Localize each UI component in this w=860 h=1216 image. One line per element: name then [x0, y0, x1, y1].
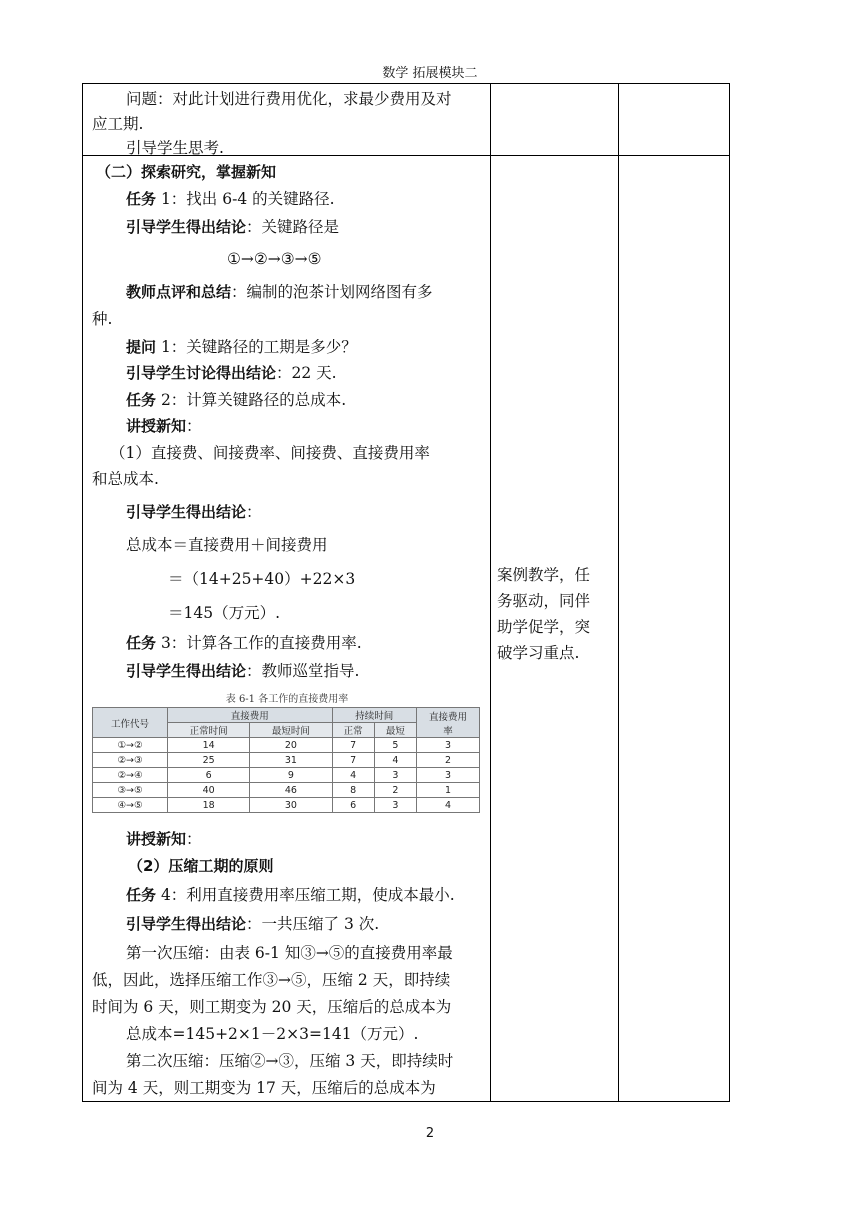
col-border-mid: [490, 83, 491, 1102]
task-label: 任务: [126, 886, 157, 904]
cell: 25: [168, 753, 250, 768]
header-duration: 持续时间: [332, 708, 416, 723]
formula-line: 总成本＝直接费用＋间接费用: [126, 536, 328, 554]
header-direct-cost: 直接费用: [168, 708, 333, 723]
cell: 3: [417, 738, 480, 753]
task-line: [126, 633, 362, 653]
question-label: 提问: [126, 338, 157, 356]
table-caption: 表 6-1 各工作的直接费用率: [225, 694, 349, 705]
conclusion-text: ：22 天.: [276, 364, 337, 382]
table-header-row: [93, 708, 480, 723]
direct-cost-rate-table: [92, 707, 480, 813]
formula-line: 总成本=145+2×1－2×3=141（万元）.: [126, 1025, 419, 1043]
cell: 8: [332, 783, 374, 798]
task-line: [126, 885, 455, 905]
page-number: 2: [425, 1126, 435, 1141]
formula-line: ＝（14+25+40）+22×3: [168, 570, 356, 588]
text-line: （1）直接费、间接费率、间接费、直接费用率: [110, 444, 430, 462]
col-border-left: [82, 83, 83, 1102]
cell: 6: [332, 798, 374, 813]
cell: 1: [417, 783, 480, 798]
table-row: [93, 798, 480, 813]
conclusion-line: [126, 217, 339, 237]
critical-path: ①→②→③→⑤: [227, 250, 322, 268]
header-rate: [417, 708, 480, 738]
cell: 20: [250, 738, 332, 753]
subheader-normal-time: 正常时间: [168, 723, 250, 738]
cell: 14: [168, 738, 250, 753]
cell: ②→④: [93, 768, 168, 783]
cell: 46: [250, 783, 332, 798]
formula-line: ＝145（万元）.: [168, 604, 281, 622]
table-top-border: [82, 83, 730, 84]
text-line: 间为 4 天，则工期变为 17 天，压缩后的总成本为: [92, 1079, 436, 1097]
cell: 5: [374, 738, 416, 753]
cell: ④→⑤: [93, 798, 168, 813]
conclusion-text: ：教师巡堂指导.: [246, 662, 360, 680]
note-line: 破学习重点.: [497, 644, 580, 662]
lecture-label: 讲授新知: [126, 417, 187, 435]
note-line: 案例教学，任: [497, 566, 591, 584]
cell: 7: [332, 738, 374, 753]
header-rate-line2: 率: [443, 725, 453, 737]
subheader-shortest-time: 最短时间: [250, 723, 332, 738]
section-heading: （二）探索研究，掌握新知: [96, 163, 277, 181]
text-line: 种.: [92, 310, 113, 328]
task-label: 任务: [126, 190, 157, 208]
task-line: [126, 390, 346, 410]
lecture-line: [126, 416, 202, 436]
text-line: 和总成本.: [92, 470, 159, 488]
cell: 3: [374, 798, 416, 813]
cell: 7: [332, 753, 374, 768]
task-line: [126, 189, 335, 209]
text-line: 问题：对此计划进行费用优化，求最少费用及对: [126, 90, 452, 108]
conclusion-label: 引导学生得出结论: [126, 915, 247, 933]
text-line: 时间为 6 天，则工期变为 20 天，压缩后的总成本为: [92, 998, 452, 1016]
cell: 40: [168, 783, 250, 798]
cell: ①→②: [93, 738, 168, 753]
conclusion-text: ：: [246, 503, 262, 521]
cell: 4: [332, 768, 374, 783]
table-row: [93, 753, 480, 768]
cell: 4: [417, 798, 480, 813]
cell: 4: [374, 753, 416, 768]
table-row: [93, 783, 480, 798]
summary-line: [126, 282, 433, 302]
conclusion-label: 引导学生得出结论: [126, 662, 247, 680]
page-header: 数学 拓展模块二: [382, 66, 478, 81]
table-row: [93, 738, 480, 753]
subheader-shortest: 最短: [374, 723, 416, 738]
task-text: 2：计算关键路径的总成本.: [156, 391, 347, 409]
conclusion-label: 引导学生得出结论: [126, 218, 247, 236]
cell: 2: [374, 783, 416, 798]
lecture-label: 讲授新知: [126, 830, 187, 848]
table-row: [93, 768, 480, 783]
task-label: 任务: [126, 634, 157, 652]
col-border-right-inner: [618, 83, 619, 1102]
cell: ③→⑤: [93, 783, 168, 798]
conclusion-line: [126, 661, 359, 681]
lecture-text: ：: [186, 830, 202, 848]
conclusion-line: [126, 502, 262, 522]
cell: 31: [250, 753, 332, 768]
cell: 9: [250, 768, 332, 783]
summary-label: 教师点评和总结: [126, 283, 232, 301]
task-text: 3：计算各工作的直接费用率.: [156, 634, 362, 652]
lecture-text: ：: [186, 417, 202, 435]
text-line: 引导学生思考.: [126, 139, 224, 157]
task-text: 1：找出 6-4 的关键路径.: [156, 190, 335, 208]
conclusion-text: ：一共压缩了 3 次.: [246, 915, 380, 933]
conclusion-line: [126, 363, 337, 383]
text-line: 低，因此，选择压缩工作③→⑤，压缩 2 天，即持续: [92, 971, 451, 989]
task-label: 任务: [126, 391, 157, 409]
cell: 3: [417, 768, 480, 783]
subheading: （2）压缩工期的原则: [128, 857, 274, 875]
conclusion-line: [126, 914, 379, 934]
text-line: 第一次压缩：由表 6-1 知③→⑤的直接费用率最: [126, 944, 453, 962]
conclusion-text: ：关键路径是: [246, 218, 340, 236]
cell: 3: [374, 768, 416, 783]
note-line: 助学促学，突: [497, 618, 591, 636]
header-work-code: 工作代号: [93, 708, 168, 738]
table-bottom-border: [82, 1101, 730, 1102]
conclusion-label: 引导学生讨论得出结论: [126, 364, 277, 382]
question-line: [126, 337, 357, 357]
cell: 2: [417, 753, 480, 768]
summary-text: ：编制的泡茶计划网络图有多: [231, 283, 433, 301]
text-line: 应工期.: [92, 115, 144, 133]
task-text: 4：利用直接费用率压缩工期，使成本最小.: [156, 886, 455, 904]
text-line: 第二次压缩：压缩②→③，压缩 3 天，即持续时: [126, 1052, 454, 1070]
cell: 6: [168, 768, 250, 783]
cell: 30: [250, 798, 332, 813]
cell: ②→③: [93, 753, 168, 768]
cell: 18: [168, 798, 250, 813]
header-rate-line1: 直接费用: [428, 711, 467, 723]
subheader-normal: 正常: [332, 723, 374, 738]
note-line: 务驱动，同伴: [497, 592, 591, 610]
col-border-right: [729, 83, 730, 1102]
conclusion-label: 引导学生得出结论: [126, 503, 247, 521]
lecture-line: [126, 829, 202, 849]
question-text: 1：关键路径的工期是多少？: [156, 338, 357, 356]
teaching-method-note: [497, 562, 611, 666]
